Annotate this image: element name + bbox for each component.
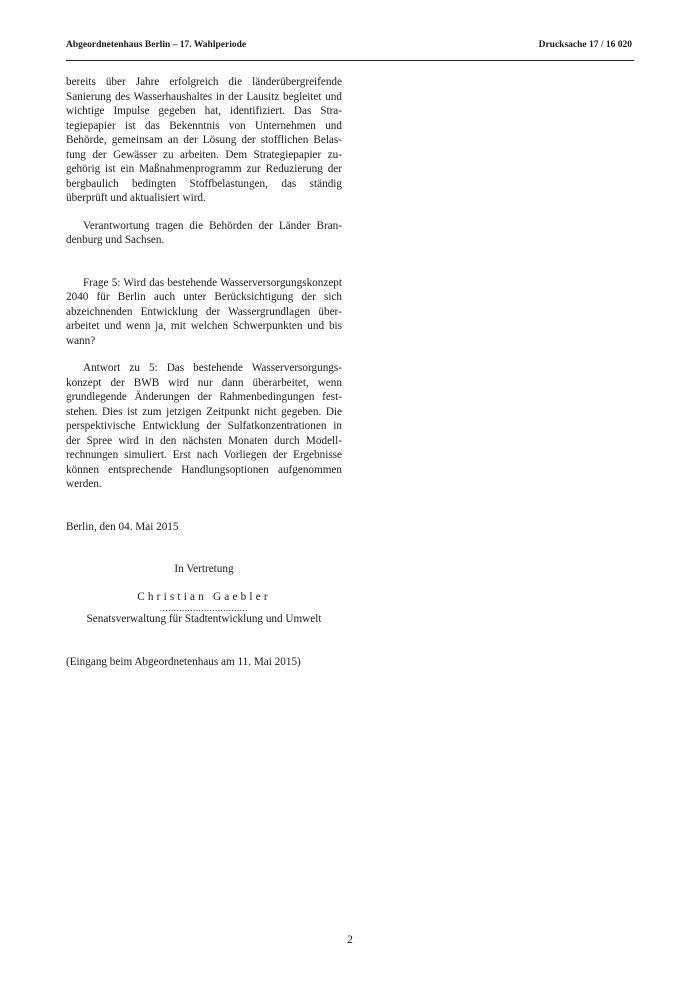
paragraph-continuation: bereits über Jahre erfolgreich die länderübergreifende Sanierung des Wasserhaushaltes in der Lausitz begleitet und wichtige Impulse gegeben hat, identifiziert. Das Strategiepapier ist das Bekenntnis von Unternehmen und Behörde, gemeinsam an der Lösung der stofflichen Belastung der Gewässer zu arbeiten. Dem Strategiepapier zugehörig ist ein Maßnahmenprogramm zur Reduzierung der bergbaulich bedingten Stoffbelastungen, das ständig überprüft und aktualisiert wird. [66,76,342,204]
date-line: Berlin, den 04. Mai 2015 [66,520,179,533]
page-header [66,38,634,61]
department-name: Senatsverwaltung für Stadtentwicklung und Umwelt [86,613,322,625]
receipt-note: (Eingang beim Abgeordnetenhaus am 11. Mai 2015) [66,655,301,668]
paragraph-responsibility: Verantwortung tragen die Behörden der Länder Brandenburg und Sachsen. [66,219,342,246]
page-number: 2 [347,934,353,946]
text-column [66,75,342,669]
header-document-number: Drucksache 17 / 16 020 [538,40,632,50]
signature-block [66,562,342,627]
in-vertretung: In Vertretung [174,563,234,575]
header-parliament: Abgeordnetenhaus Berlin – 17. Wahlperiode [66,40,247,50]
signature-dots: ................................ [160,603,248,613]
answer-5: Antwort zu 5: Das bestehende Wasserversorgungskonzept der BWB wird nur dann überarbeitet, wenn grundlegende Änderungen der Rahmenbedingungen feststehen. Dies ist zum jetzigen Zeitpunkt nicht gegeben. Die perspektivische Entwicklung der Sulfatkonzentrationen in der Spree wird in den nächsten Monaten durch Modellrechnungen simuliert. Erst nach Vorliegen der Ergebnisse können entsprechende Handlungsoptionen aufgenommen werden. [66,362,342,490]
question-5: Frage 5: Wird das bestehende Wasserversorgungskonzept 2040 für Berlin auch unter Berücksichtigung der sich abzeichnenden Entwicklung der Wassergrundlagen überarbeitet und wenn ja, mit welchen Schwerpunkten und bis wann? [66,276,342,347]
signatory-name: Christian Gaebler [137,590,271,603]
